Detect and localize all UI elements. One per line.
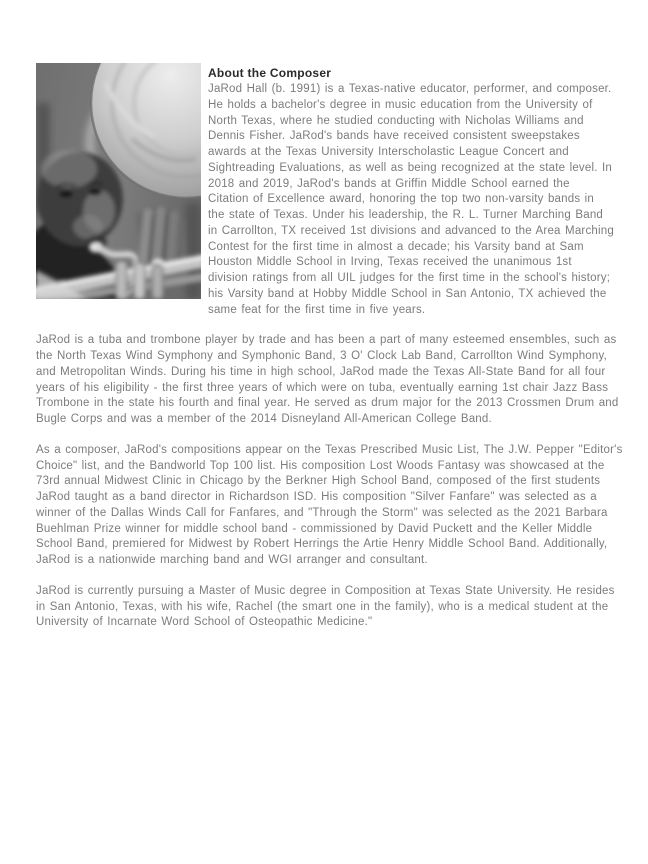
composer-photo [36, 63, 201, 299]
tuba-player-photo-illustration [36, 63, 201, 299]
bio-intro-column [208, 63, 614, 318]
bio-paragraph-1: JaRod Hall (b. 1991) is a Texas-native educator, performer, and composer. He holds a bachelor's degree in music education from the University of North Texas, where he studied conducting with Nicholas Williams and Dennis Fisher. JaRod's bands have received consistent sweepstakes awards at the Texas University Interscholastic League Concert and Sightreading Evaluations, as well as being recognized at the state level. In 2018 and 2019, JaRod's bands at Griffin Middle School earned the Citation of Excellence award, honoring the top two non-varsity bands in the state of Texas. Under his leadership, the R. L. Turner Marching Band in Carrollton, TX received 1st divisions and advanced to the Area Marching Contest for the first time in almost a decade; his Varsity band at Sam Houston Middle School in Irving, Texas received the unanimous 1st division ratings from all UIL judges for the first time in the school's history; his Varsity band at Hobby Middle School in San Antonio, TX achieved the same feat for the first time in five years. [208, 83, 614, 316]
page-content [36, 63, 626, 631]
bio-paragraph-3: As a composer, JaRod's compositions appear on the Texas Prescribed Music List, The J.W. Pepper "Editor's Choice" list, and the Bandworld Top 100 list. His composition Lost Woods Fantasy was showcased at the 73rd annual Midwest Clinic in Chicago by the Berkner High School Band, composed of the first students JaRod taught as a band director in Richardson ISD. His composition "Silver Fanfare" was selected as a winner of the Dallas Winds Call for Fanfares, and "Through the Storm" was selected as the 2021 Barbara Buehlman Prize winner for middle school band - commissioned by David Puckett and the Keller Middle School Band, premiered for Midwest by Robert Herrings the Artie Henry Middle School Band. Additionally, JaRod is a nationwide marching band and WGI arranger and consultant. [36, 443, 623, 566]
bio-paragraph-2: JaRod is a tuba and trombone player by trade and has been a part of many esteemed ensembles, such as the North Texas Wind Symphony and Symphonic Band, 3 O' Clock Lab Band, Carrollton Wind Symphony, and Metropolitan Winds. During his time in high school, JaRod made the Texas All-State Band for all four years of his eligibility - the first three years of which were on tuba, eventually earning 1st chair Jazz Bass Trombone in the state his fourth and final year. He served as drum major for the 2013 Crossmen Drum and Bugle Corps and was a member of the 2014 Disneyland All-American College Band. [36, 334, 619, 425]
about-composer-heading: About the Composer [208, 66, 332, 80]
bio-paragraph-4: JaRod is currently pursuing a Master of Music degree in Composition at Texas State University. He resides in San Antonio, Texas, with his wife, Rachel (the smart one in the family), who is a medical student at the University of Incarnate Word School of Osteopathic Medicine." [36, 584, 615, 629]
bio-header-section [36, 63, 626, 318]
